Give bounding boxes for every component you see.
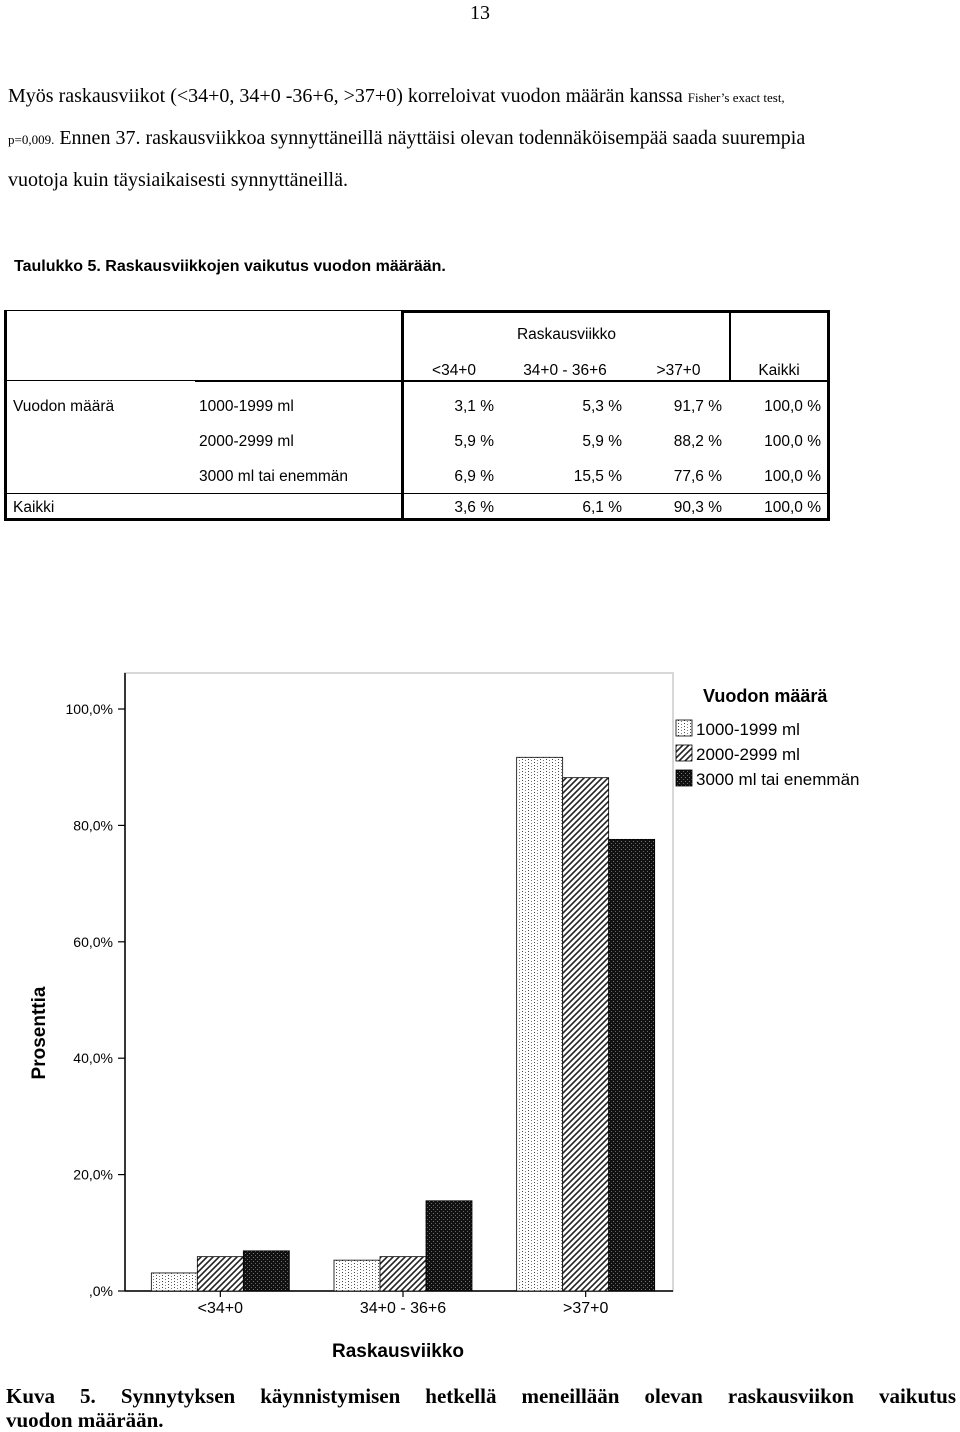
table-column-header: >37+0 [656,362,701,379]
bar [426,1201,472,1291]
bar [197,1257,243,1291]
table-border-left [4,310,7,521]
legend [676,686,859,789]
paragraph-text: Ennen 37. raskausviikkoa synnyttäneillä näyttäisi olevan todennäköisempää saada suurempia [59,127,806,149]
table-border-right [827,310,830,521]
table-header-rule [195,380,830,382]
y-tick-label: 20,0% [73,1166,113,1183]
paragraph-small-text: Fisher’s exact test, [687,90,785,105]
paragraph-line-1 [8,86,958,106]
legend-swatch [676,745,692,761]
table-cell: 100,0 % [764,398,821,415]
y-tick-label: 80,0% [73,817,113,834]
table-border-top [401,310,829,313]
x-tick-label: 34+0 - 36+6 [359,1300,447,1317]
paragraph-small-text: p=0,009. [8,132,55,147]
table-cell: 3,1 % [454,398,494,415]
x-tick-label: >37+0 [562,1300,609,1317]
table-column-header: 34+0 - 36+6 [523,362,607,379]
table-cell: 3,6 % [454,499,494,516]
y-tick-label: 60,0% [73,933,113,950]
table-cell: 88,2 % [673,433,722,450]
x-axis-label: Raskausviikko [331,1341,465,1362]
legend-swatch [676,770,692,786]
table-group-header: Raskausviikko [516,326,617,343]
table-row-label: 2000-2999 ml [199,433,294,450]
legend-label: 2000-2999 ml [696,745,800,764]
table-cell: 5,3 % [582,398,622,415]
bar [151,1273,197,1291]
bar [380,1257,426,1291]
table-total-label: Kaikki [13,499,55,516]
legend-swatch [676,720,692,736]
bar [609,839,655,1291]
paragraph-text: Myös raskausviikot (<34+0, 34+0 -36+6, >37+0) korreloivat vuodon määrän kanssa [8,85,683,107]
figure-caption-line-2: vuodon määrään. [6,1408,164,1432]
page-number: 13 [470,2,490,24]
table-cell: 5,9 % [454,433,494,450]
y-axis-label: Prosenttia [29,986,50,1080]
y-tick-label: ,0% [88,1283,113,1299]
bar [334,1260,380,1291]
table-cell: 15,5 % [573,468,622,485]
table-cell: 77,6 % [673,468,722,485]
table-border-bottom [4,518,830,521]
legend-label: 3000 ml tai enemmän [696,770,860,789]
paragraph-line-3: vuotoja kuin täysiaikaisesti synnyttäneillä. [8,169,348,191]
table-border-top-left [4,310,403,311]
table-cell: 91,7 % [673,398,722,415]
table-total-rule [4,493,830,494]
paragraph-line-2 [8,128,958,148]
table-cell: 100,0 % [764,468,821,485]
table-cell: 6,1 % [582,499,622,516]
bar [563,778,609,1291]
table-column-header: <34+0 [432,362,476,379]
table-column-header: Kaikki [758,362,800,379]
bar [517,757,563,1291]
table-row-group-label: Vuodon määrä [13,398,115,415]
table-header-rule-left [4,380,198,381]
table-row-label: 3000 ml tai enemmän [199,468,349,485]
y-tick-label: 100,0% [65,701,113,717]
table-cell: 90,3 % [673,499,722,516]
table-cell: 100,0 % [764,433,821,450]
table-row-label: 1000-1999 ml [199,398,294,415]
y-tick-label: 40,0% [73,1050,113,1067]
x-tick-label: <34+0 [197,1300,244,1317]
table-caption: Taulukko 5. Raskausviikkojen vaikutus vuodon määrään. [14,258,446,275]
table-cell: 5,9 % [582,433,622,450]
table-cell: 6,9 % [454,468,494,485]
legend-title: Vuodon määrä [703,686,828,706]
table-cell: 100,0 % [764,499,821,516]
legend-label: 1000-1999 ml [696,720,800,739]
figure-caption-line-1: Kuva 5. Synnytyksen käynnistymisen hetkellä meneillään olevan raskausviikon vaikutus [6,1384,956,1408]
bar [243,1251,289,1291]
bar-chart [0,660,960,1370]
